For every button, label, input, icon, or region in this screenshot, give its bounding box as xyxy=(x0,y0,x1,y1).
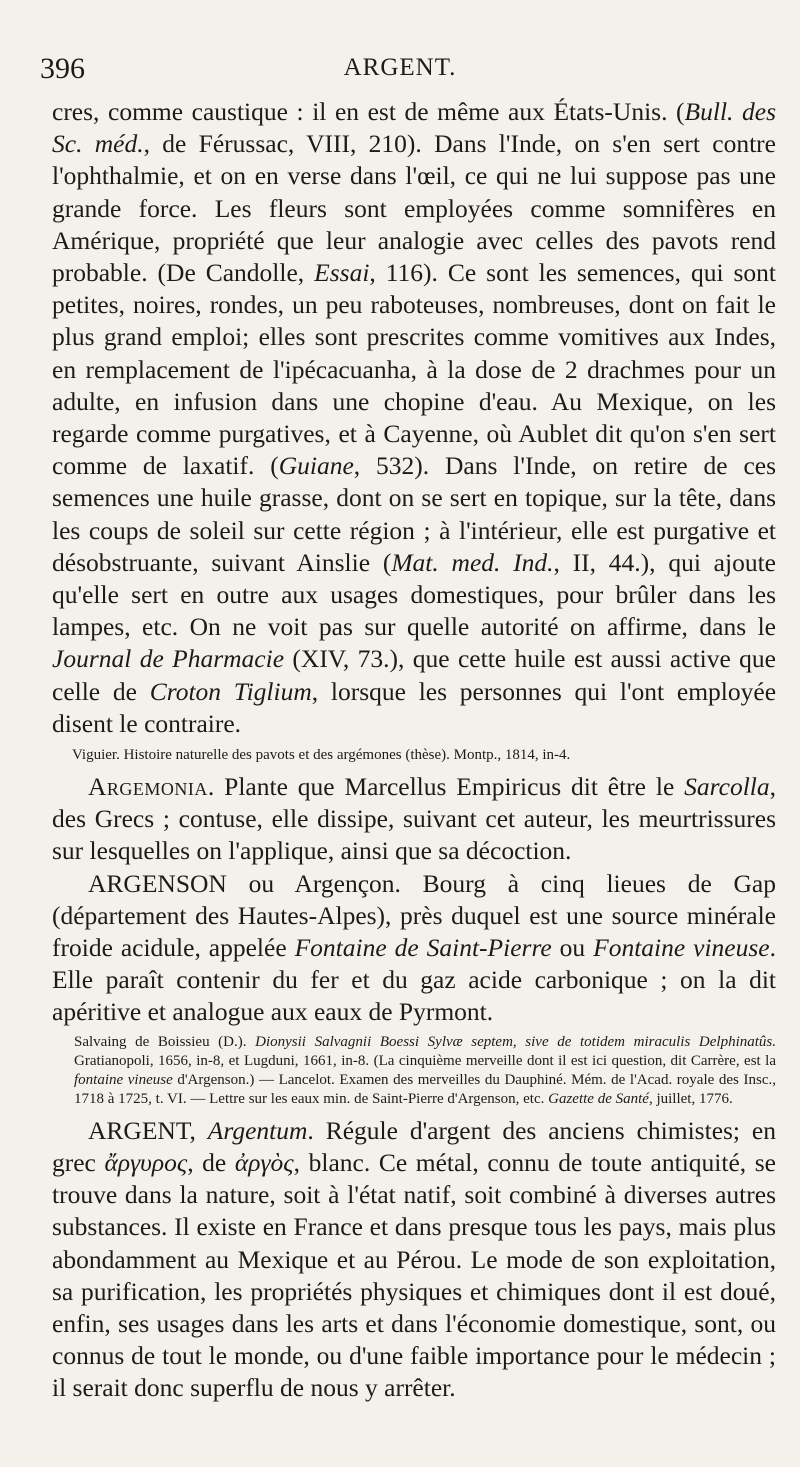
page-header xyxy=(0,52,800,92)
running-title: ARGENT. xyxy=(343,54,457,81)
entry-argemonia: Argemonia. Plante que Marcellus Empiricus dit être le Sarcolla, des Grecs ; contuse, elle dissipe, suivant cet auteur, les meurtrissures sur lesquelles on l'applique, ainsi que sa décoction. xyxy=(52,772,776,866)
entry-argenson: ARGENSON ou Argençon. Bourg à cinq lieues de Gap (département des Hautes-Alpes), près duquel est une source minérale froide acidule, appelée Fontaine de Saint-Pierre ou Fontaine vineuse. Elle paraît contenir du fer et du gaz acide carbonique ; on la dit apéritive et analogue aux eaux de Pyrmont. xyxy=(52,868,776,1027)
entry-argent: ARGENT, Argentum. Régule d'argent des anciens chimistes; en grec ἄργυρος, de ἀργὸς, blanc. Ce métal, connu de toute antiquité, se trouve dans la nature, soit à l'état natif, soit combiné à diverses autres substances. Il existe en France et dans presque tous les pays, mais plus abondamment au Mexique et au Pérou. Le mode de son exploitation, sa purification, les propriétés physiques et chimiques dont il est doué, enfin, ses usages dans les arts et dans l'économie domestique, sont, ou connus de tout le monde, ou d'une faible importance pour le médecin ; il serait donc superflu de nous y arrêter. xyxy=(52,1115,776,1403)
entry-headword: Argemonia xyxy=(88,772,208,802)
body-text xyxy=(52,96,776,1405)
reference-viguier: Viguier. Histoire naturelle des pavots et des argémones (thèse). Montp., 1814, in-4. xyxy=(72,747,571,764)
page-number: 396 xyxy=(40,52,85,85)
paragraph-continuation: cres, comme caustique : il en est de même aux États-Unis. (Bull. des Sc. méd., de Férussac, VIII, 210). Dans l'Inde, on s'en sert contre l'ophthalmie, et on en verse dans l'œil, ce qui ne lui suppose pas une grande force. Les fleurs sont employées comme somnifères en Amérique, propriété que leur analogie avec celles des pavots rend probable. (De Candolle, Essai, 116). Ce sont les semences, qui sont petites, noires, rondes, un peu raboteuses, nombreuses, dont on fait le plus grand emploi; elles sont prescrites comme vomitives aux Indes, en remplacement de l'ipécacuanha, à la dose de 2 drachmes pour un adulte, en infusion dans une chopine d'eau. Au Mexique, on les regarde comme purgatives, et à Cayenne, où Aublet dit qu'on s'en sert comme de laxatif. (Guiane, 532). Dans l'Inde, on retire de ces semences une huile grasse, dont on se sert en topique, sur la tête, dans les coups de soleil sur cette région ; à l'intérieur, elle est purgative et désobstruante, suivant Ainslie (Mat. med. Ind., II, 44.), qui ajoute qu'elle sert en outre aux usages domestiques, pour brûler dans les lampes, etc. On ne voit pas sur quelle autorité on affirme, dans le Journal de Pharmacie (XIV, 73.), que cette huile est aussi active que celle de Croton Tiglium, lorsque les personnes qui l'ont employée disent le contraire. xyxy=(52,97,777,738)
reference-argenson: Salvaing de Boissieu (D.). Dionysii Salvagnii Boessi Sylvæ septem, sive de totidem miraculis Delphinatûs. Gratianopoli, 1656, in-8, et Lugduni, 1661, in-8. (La cinquième merveille dont il est ici question, dit Carrère, est la fontaine vineuse d'Argenson.) — Lancelot. Examen des merveilles du Dauphiné. Mém. de l'Acad. royale des Insc., 1718 à 1725, t. VI. — Lettre sur les eaux min. de Saint-Pierre d'Argenson, etc. Gazette de Santé, juillet, 1776. xyxy=(74,1033,776,1107)
entry-headword: ARGENSON xyxy=(88,868,227,898)
entry-headword: ARGENT xyxy=(88,1115,190,1145)
